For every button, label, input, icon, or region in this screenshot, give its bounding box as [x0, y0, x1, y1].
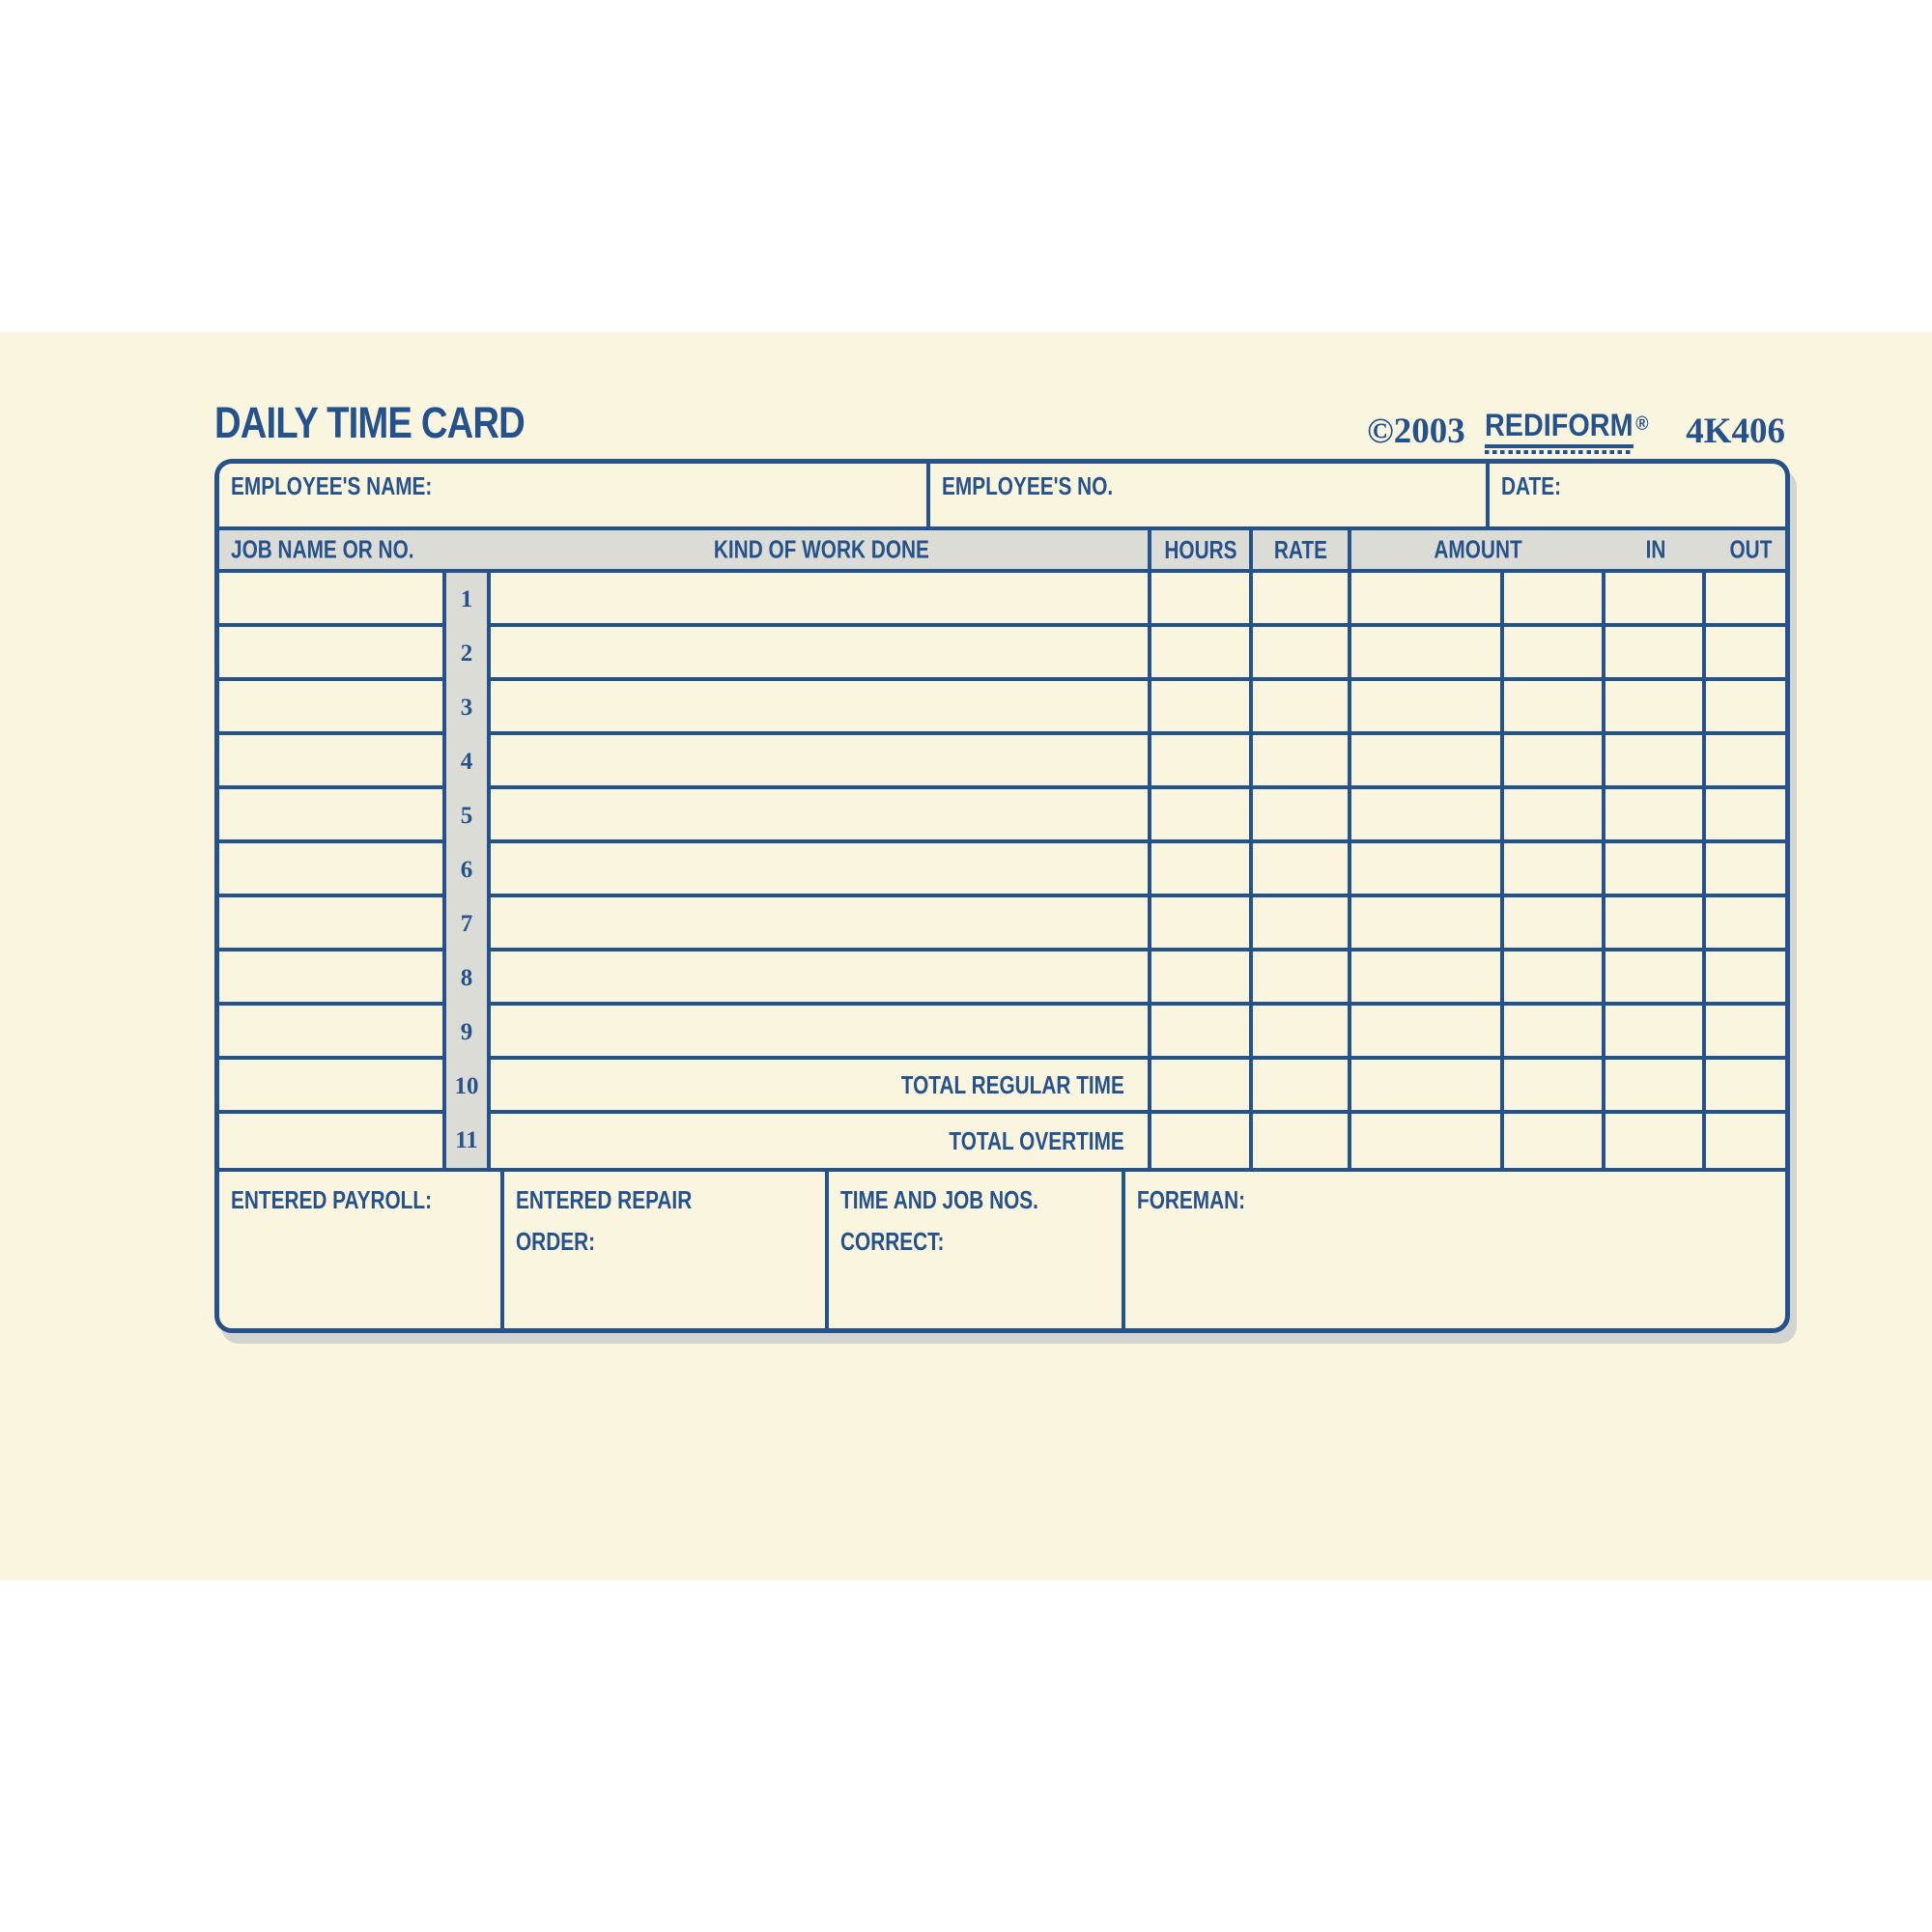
amount-cell-row-2 — [1351, 627, 1504, 681]
amount-cents-cell-total-overtime — [1504, 1114, 1605, 1168]
in-cell-total-overtime — [1605, 1114, 1706, 1168]
employee-number-label: EMPLOYEE'S NO. — [942, 471, 1114, 500]
hours-cell-row-2 — [1151, 627, 1253, 681]
in-header-wrap — [1605, 535, 1706, 565]
amount-cell-row-9 — [1351, 1006, 1504, 1060]
work-cell-row-8 — [491, 952, 1151, 1006]
amount-cents-cell-row-3 — [1504, 681, 1605, 735]
hours-cell-row-7 — [1151, 897, 1253, 952]
entered-repair-order-cell — [504, 1172, 829, 1328]
total-overtime-label: TOTAL OVERTIME — [949, 1125, 1124, 1155]
rate-header: RATE — [1273, 534, 1327, 564]
in-cell-row-6 — [1605, 843, 1706, 897]
foreman-label: FOREMAN: — [1137, 1185, 1246, 1214]
work-cell-row-2 — [491, 627, 1151, 681]
job-cell-row-1 — [219, 573, 446, 627]
form-number: 4K406 — [1686, 411, 1785, 451]
row-number: 2 — [446, 627, 491, 681]
hours-cell-row-5 — [1151, 789, 1253, 843]
entered-repair-label-line1: ENTERED REPAIR — [516, 1185, 693, 1214]
total-regular-time-cell — [491, 1060, 1151, 1114]
hours-cell-row-3 — [1151, 681, 1253, 735]
amount-cell-total-regular — [1351, 1060, 1504, 1114]
entered-payroll-label: ENTERED PAYROLL: — [231, 1185, 433, 1214]
rate-cell-row-9 — [1253, 1006, 1351, 1060]
header-cell-hours — [1151, 530, 1253, 569]
time-and-job-nos-label-line2: CORRECT: — [840, 1227, 945, 1256]
employee-number-field — [930, 464, 1490, 526]
brand-dotted-rule — [1485, 450, 1634, 454]
signature-section — [219, 1168, 1785, 1328]
work-cell-row-7 — [491, 897, 1151, 952]
in-cell-row-1 — [1605, 573, 1706, 627]
row-number: 6 — [446, 843, 491, 897]
rate-cell-row-2 — [1253, 627, 1351, 681]
amount-cell-row-7 — [1351, 897, 1504, 952]
job-cell-row-3 — [219, 681, 446, 735]
job-cell-row-6 — [219, 843, 446, 897]
out-cell-total-overtime — [1706, 1114, 1790, 1168]
amount-cell-row-8 — [1351, 952, 1504, 1006]
entry-rows — [219, 573, 1785, 1168]
brand-logo-text-block — [1485, 408, 1634, 454]
amount-cents-cell-row-8 — [1504, 952, 1605, 1006]
date-label: DATE: — [1501, 471, 1562, 500]
hours-header: HOURS — [1163, 534, 1237, 564]
rate-cell-row-7 — [1253, 897, 1351, 952]
out-cell-row-7 — [1706, 897, 1790, 952]
rate-cell-row-1 — [1253, 573, 1351, 627]
out-header: OUT — [1729, 534, 1772, 564]
job-cell-row-2 — [219, 627, 446, 681]
amount-cell-row-6 — [1351, 843, 1504, 897]
in-cell-row-8 — [1605, 952, 1706, 1006]
out-cell-row-3 — [1706, 681, 1790, 735]
masthead — [1367, 408, 1785, 454]
header-cell-job-and-work — [219, 530, 1151, 569]
entered-repair-label-line2: ORDER: — [516, 1227, 596, 1256]
out-header-wrap — [1706, 535, 1790, 565]
hours-cell-row-1 — [1151, 573, 1253, 627]
hours-cell-row-4 — [1151, 735, 1253, 789]
total-overtime-cell — [491, 1114, 1151, 1168]
out-cell-row-6 — [1706, 843, 1790, 897]
job-cell-row-7 — [219, 897, 446, 952]
out-cell-row-2 — [1706, 627, 1790, 681]
in-cell-row-3 — [1605, 681, 1706, 735]
registered-trademark-symbol: ® — [1635, 413, 1649, 435]
in-cell-total-regular — [1605, 1060, 1706, 1114]
amount-cell-row-3 — [1351, 681, 1504, 735]
job-cell-row-4 — [219, 735, 446, 789]
hours-cell-row-6 — [1151, 843, 1253, 897]
amount-header-wrap — [1351, 535, 1605, 565]
hours-cell-row-8 — [1151, 952, 1253, 1006]
in-cell-row-9 — [1605, 1006, 1706, 1060]
copyright-text: ©2003 — [1367, 411, 1465, 451]
amount-cell-row-1 — [1351, 573, 1504, 627]
row-number: 10 — [446, 1060, 491, 1114]
amount-cents-cell-row-7 — [1504, 897, 1605, 952]
amount-cents-cell-row-9 — [1504, 1006, 1605, 1060]
out-cell-row-5 — [1706, 789, 1790, 843]
job-name-header: JOB NAME OR NO. — [231, 534, 414, 564]
foreman-cell — [1125, 1172, 1785, 1328]
employee-name-field — [219, 464, 930, 526]
row-number: 7 — [446, 897, 491, 952]
header-cell-rate — [1253, 530, 1351, 569]
rate-cell-total-overtime — [1253, 1114, 1351, 1168]
amount-cell-total-overtime — [1351, 1114, 1504, 1168]
rate-cell-row-4 — [1253, 735, 1351, 789]
kind-of-work-header: KIND OF WORK DONE — [713, 534, 929, 564]
brand-name: REDIFORM — [1485, 408, 1634, 448]
row-number: 3 — [446, 681, 491, 735]
in-header: IN — [1645, 534, 1666, 564]
out-cell-total-regular — [1706, 1060, 1790, 1114]
work-cell-row-4 — [491, 735, 1151, 789]
brand-logo — [1485, 408, 1649, 454]
work-cell-row-6 — [491, 843, 1151, 897]
entered-payroll-cell — [219, 1172, 504, 1328]
amount-cents-cell-row-5 — [1504, 789, 1605, 843]
time-card-form — [214, 459, 1790, 1333]
row-number: 1 — [446, 573, 491, 627]
hours-cell-row-9 — [1151, 1006, 1253, 1060]
work-cell-row-3 — [491, 681, 1151, 735]
amount-cell-row-4 — [1351, 735, 1504, 789]
time-and-job-nos-cell — [829, 1172, 1125, 1328]
in-cell-row-7 — [1605, 897, 1706, 952]
rate-cell-row-8 — [1253, 952, 1351, 1006]
rate-cell-total-regular — [1253, 1060, 1351, 1114]
row-number: 8 — [446, 952, 491, 1006]
hours-cell-total-overtime — [1151, 1114, 1253, 1168]
in-cell-row-4 — [1605, 735, 1706, 789]
job-cell-row-8 — [219, 952, 446, 1006]
header-cell-amount-in-out — [1351, 530, 1785, 569]
time-and-job-nos-label-line1: TIME AND JOB NOS. — [840, 1185, 1038, 1214]
work-cell-row-9 — [491, 1006, 1151, 1060]
rate-cell-row-3 — [1253, 681, 1351, 735]
total-regular-time-label: TOTAL REGULAR TIME — [900, 1069, 1124, 1099]
form-title: DAILY TIME CARD — [214, 398, 525, 447]
amount-cents-cell-row-6 — [1504, 843, 1605, 897]
in-cell-row-2 — [1605, 627, 1706, 681]
amount-cell-row-5 — [1351, 789, 1504, 843]
column-header-band — [219, 530, 1785, 573]
out-cell-row-4 — [1706, 735, 1790, 789]
out-cell-row-8 — [1706, 952, 1790, 1006]
job-cell-row-11 — [219, 1114, 446, 1168]
work-cell-row-1 — [491, 573, 1151, 627]
amount-cents-cell-row-4 — [1504, 735, 1605, 789]
amount-cents-cell-total-regular — [1504, 1060, 1605, 1114]
amount-cents-cell-row-2 — [1504, 627, 1605, 681]
kind-of-work-header-wrap — [491, 535, 1151, 565]
work-cell-row-5 — [491, 789, 1151, 843]
in-cell-row-5 — [1605, 789, 1706, 843]
row-number: 5 — [446, 789, 491, 843]
out-cell-row-9 — [1706, 1006, 1790, 1060]
row-number: 9 — [446, 1006, 491, 1060]
job-cell-row-10 — [219, 1060, 446, 1114]
hours-cell-total-regular — [1151, 1060, 1253, 1114]
job-cell-row-9 — [219, 1006, 446, 1060]
employee-header-row — [219, 464, 1785, 530]
amount-cents-cell-row-1 — [1504, 573, 1605, 627]
date-field — [1490, 464, 1785, 526]
row-number: 11 — [446, 1114, 491, 1168]
rate-cell-row-6 — [1253, 843, 1351, 897]
rate-cell-row-5 — [1253, 789, 1351, 843]
row-number: 4 — [446, 735, 491, 789]
out-cell-row-1 — [1706, 573, 1790, 627]
job-cell-row-5 — [219, 789, 446, 843]
employee-name-label: EMPLOYEE'S NAME: — [231, 471, 433, 500]
amount-header: AMOUNT — [1434, 534, 1523, 564]
